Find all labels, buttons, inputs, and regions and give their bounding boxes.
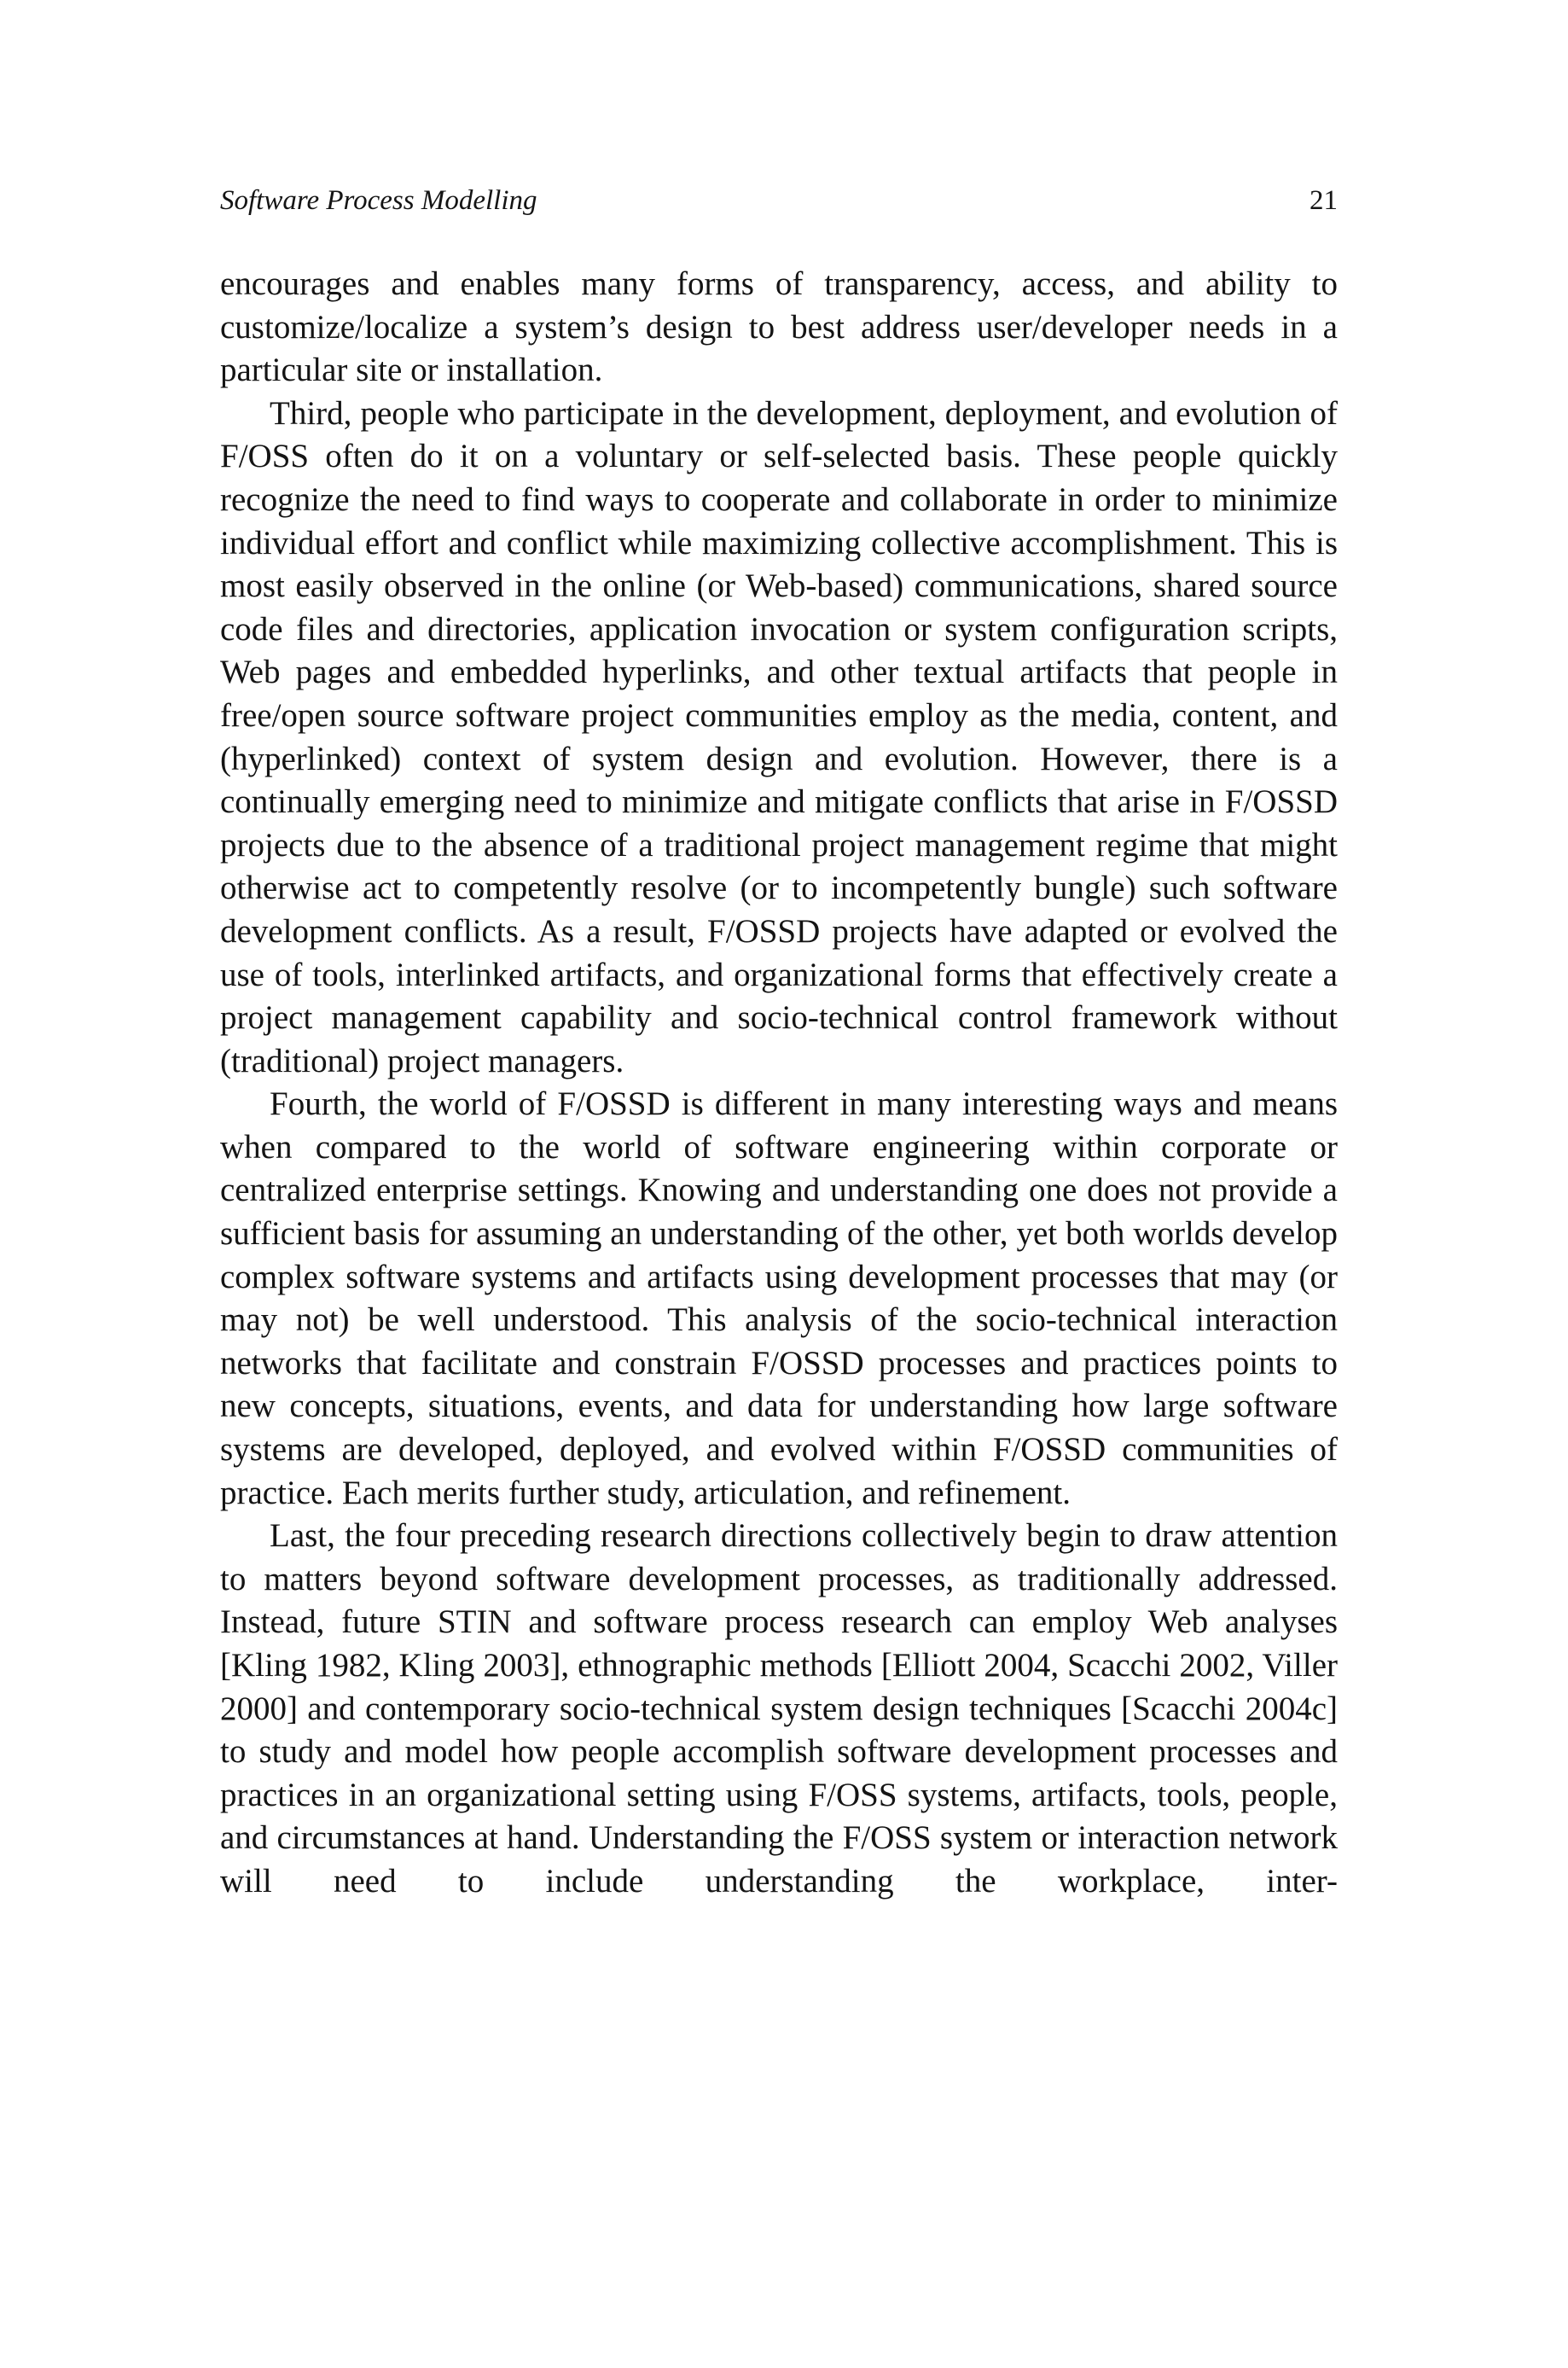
body-text bbox=[220, 263, 1338, 1904]
running-header bbox=[220, 181, 1338, 220]
running-title: Software Process Modelling bbox=[220, 185, 537, 216]
paragraph-fourth: Fourth, the world of F/OSSD is different in many interesting ways and means when compared to the world of software engineering within corporate or centralized enterprise settings. Knowing and understanding one does not provide a sufficient basis for assuming an understanding of the other, yet both worlds develop complex software systems and artifacts using development processes that may (or may not) be well understood. This analysis of the socio-technical interaction networks that facilitate and constrain F/OSSD processes and practices points to new concepts, situations, events, and data for understanding how large software systems are developed, deployed, and evolved within F/OSSD communities of practice. Each merits further study, articulation, and refinement. bbox=[220, 1085, 1338, 1511]
page-number: 21 bbox=[1310, 185, 1338, 216]
paragraph-third: Third, people who participate in the development, deployment, and evolution of F/OSS often do it on a voluntary or self-selected basis. These people quickly recognize the need to find ways to cooperate and collaborate in order to minimize individual effort and conflict while maximizing collective accomplishment. This is most easily observed in the online (or Web-based) communications, shared source code files and directories, application invocation or system configuration scripts, Web pages and embedded hyperlinks, and other textual artifacts that people in free/open source software project communities employ as the media, content, and (hyperlinked) context of system design and evolution. However, there is a continually emerging need to minimize and mitigate conflicts that arise in F/OSSD projects due to the absence of a traditional project management regime that might otherwise act to competently resolve (or to incompetently bungle) such software development conflicts. As a result, F/OSSD projects have adapted or evolved the use of tools, interlinked artifacts, and organizational forms that effectively create a project management capability and socio-technical control framework without (traditional) project managers. bbox=[220, 394, 1338, 1079]
paragraph-continued: encourages and enables many forms of transparency, access, and ability to customize/localize a system’s design to best address user/developer needs in a particular site or installation. bbox=[220, 265, 1338, 389]
paragraph-last: Last, the four preceding research directions collectively begin to draw attention to matters beyond software development processes, as traditionally addressed. Instead, future STIN and software process research can employ Web analyses [Kling 1982, Kling 2003], ethnographic methods [Elliott 2004, Scacchi 2002, Viller 2000] and contemporary socio-technical system design techniques [Scacchi 2004c] to study and model how people accomplish software development processes and practices in an organizational setting using F/OSS systems, artifacts, tools, people, and circumstances at hand. Understanding the F/OSS system or interaction network will need to include understanding the workplace, inter- bbox=[220, 1517, 1338, 1900]
